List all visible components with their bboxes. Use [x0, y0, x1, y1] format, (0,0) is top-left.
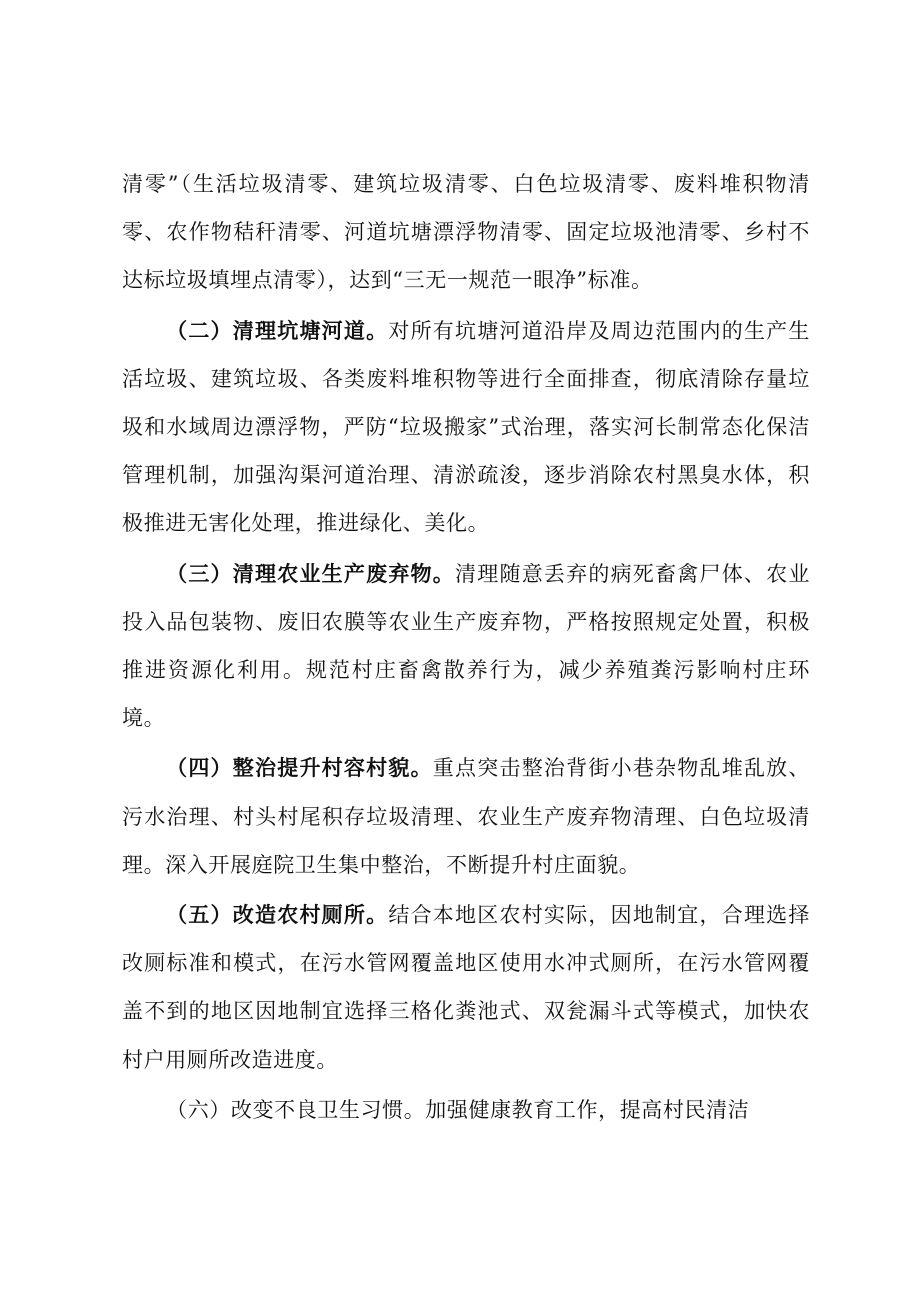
paragraph-hygiene-habits [122, 1086, 810, 1134]
section-heading: （五）改造农村厕所。 [166, 902, 389, 928]
paragraph-text: 对所有坑塘河道沿岸及周边范围内的生产生活垃圾、建筑垃圾、各类废料堆积物等进行全面排查，彻底清除存量垃圾和水域周边漂浮物，严防“垃圾搬家”式治理，落实河长制常态化保洁管理机制，加强沟渠河道治理、清淤疏浚，逐步消除农村黑臭水体，积极推进无害化处理，推进绿化、美化。 [122, 318, 810, 536]
paragraph-continuation [122, 160, 810, 305]
paragraph-text: 清理随意丢弃的病死畜禽尸体、农业投入品包装物、废旧农膜等农业生产废弃物，严格按照规定处置，积极推进资源化利用。规范村庄畜禽散养行为，减少养殖粪污影响村庄环境。 [122, 561, 810, 731]
section-heading: （二）清理坑塘河道。 [166, 317, 389, 343]
paragraph-text: 结合本地区农村实际，因地制宜，合理选择改厕标准和模式，在污水管网覆盖地区使用水冲式厕所，在污水管网覆盖不到的地区因地制宜选择三格化粪池式、双瓮漏斗式等模式，加快农村户用厕所改造进度。 [122, 903, 810, 1072]
section-heading: （三）清理农业生产废弃物。 [166, 560, 456, 586]
paragraph-agricultural-waste [122, 550, 810, 743]
paragraph-clean-ponds-rivers [122, 307, 810, 548]
section-heading: （四）整治提升村容村貌。 [166, 755, 433, 781]
document-body [122, 160, 810, 1136]
paragraph-rural-toilets [122, 891, 810, 1084]
paragraph-village-appearance [122, 744, 810, 889]
paragraph-text: 重点突击整治背街小巷杂物乱堆乱放、污水治理、村头村尾积存垃圾清理、农业生产废弃物清理、白色垃圾清理。深入开展庭院卫生集中整治，不断提升村庄面貌。 [122, 756, 810, 877]
paragraph-text: 清零”（生活垃圾清零、建筑垃圾清零、白色垃圾清零、废料堆积物清零、农作物秸秆清零、河道坑塘漂浮物清零、固定垃圾池清零、乡村不达标垃圾填埋点清零），达到“三无一规范一眼净”标准。 [122, 172, 810, 293]
paragraph-text: （六）改变不良卫生习惯。加强健康教育工作，提高村民清洁 [166, 1097, 750, 1122]
